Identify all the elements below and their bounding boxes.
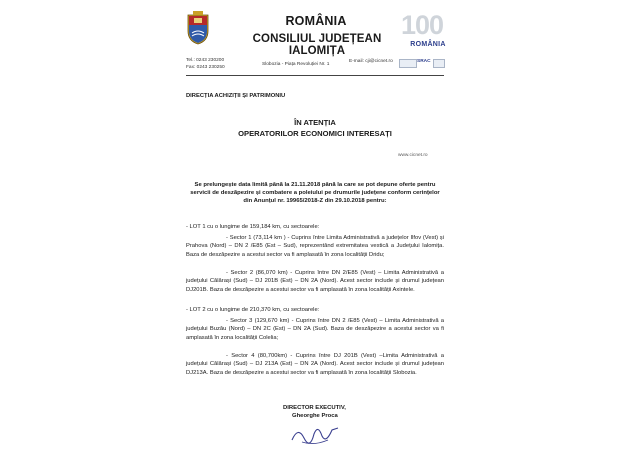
lot2-sector4: - Sector 4 (80,700km) - Cuprins între DJ 201B (Vest) –Limita Administrativă a județului Călărași (Sud) – DJ 213A (Est) – DN 2A (Nord). Acest sector include și drumul județean DJ213A. Baza de deszăpezire a acestui sector va fi amplasată în zona localității Slobozia. xyxy=(186,353,444,376)
lot2-sector3: - Sector 3 (129,670 km) - Cuprins între DN 2 /E85 (Vest) – Limita Administrativă a județului Buzău (Nord) – DN 2C (Est) – DN 2A (Sud). Baza de deszăpezire a acestui sector va fi amplasată în zona localității Colelia; xyxy=(186,318,444,341)
lot1-heading: - LOT 1 cu o lungime de 159,184 km, cu sectoarele: xyxy=(186,224,320,230)
centenary-logo xyxy=(399,10,459,52)
header-email: E-mail: cji@cicnet.ro xyxy=(349,59,393,64)
header-country: ROMÂNIA xyxy=(285,14,347,28)
website-link[interactable]: www.cicnet.ro xyxy=(398,153,428,158)
signature-title: DIRECTOR EXECUTIV, xyxy=(283,405,346,411)
partner-logo xyxy=(399,59,417,68)
header-address: Slobozia - Piața Revoluției Nr. 1 xyxy=(262,62,330,67)
coat-of-arms-icon xyxy=(186,11,210,45)
header-divider xyxy=(186,75,444,76)
department-name: DIRECȚIA ACHIZIȚII ȘI PATRIMONIU xyxy=(186,93,286,99)
intro-paragraph: Se prelungește data limită până la 21.11.2018 până la care se pot depune oferte pentru servicii de deszăpezire și combatere a poleiului pe drumurile județene conform cerințelor din Anunțul nr. 19965/2018-Z din 29.10.2018 pentru: xyxy=(190,182,440,205)
lot1-sector2: - Sector 2 (86,070 km) - Cuprins între DN 2/E85 (Vest) – Limita Administrativă a județului Călărași (Sud) – DJ 201B (Est) – DN 2A (Nord). Acest sector include și drumul județean DJ201B. Baza de deszăpezire a acestui sector va fi amplasată în zona localității Axintele. xyxy=(186,270,444,293)
lot1-sector1: - Sector 1 (73,114 km ) - Cuprins între Limita Administrativă a județelor Ilfov (Vest) și Prahova (Nord) – DN 2 /E85 (Est – Sud), reprezentând extremitatea vestică a Județului Ialomița. Baza de deszăpezire a acestui sector va fi amplasată în zona localității Dridu; xyxy=(186,235,444,258)
centenary-number: 100 xyxy=(401,10,444,40)
title-line-1: ÎN ATENȚIA xyxy=(294,118,336,127)
certification-logo xyxy=(433,59,445,68)
signature-name: Gheorghe Proca xyxy=(292,413,338,419)
centenary-label: ROMÂNIA xyxy=(410,41,446,48)
partner-label: SRAC xyxy=(417,59,431,64)
title-line-2: OPERATORILOR ECONOMICI INTERESAȚI xyxy=(238,129,392,138)
handwritten-signature xyxy=(288,420,344,450)
lot2-heading: - LOT 2 cu o lungime de 210,370 km, cu sectoarele: xyxy=(186,307,320,313)
header-council: CONSILIUL JUDEȚEAN IALOMIȚA xyxy=(252,33,382,57)
header-fax: Fax: 0243 230250 xyxy=(186,65,225,70)
header-phone: Tel.: 0243 230200 xyxy=(186,58,225,63)
